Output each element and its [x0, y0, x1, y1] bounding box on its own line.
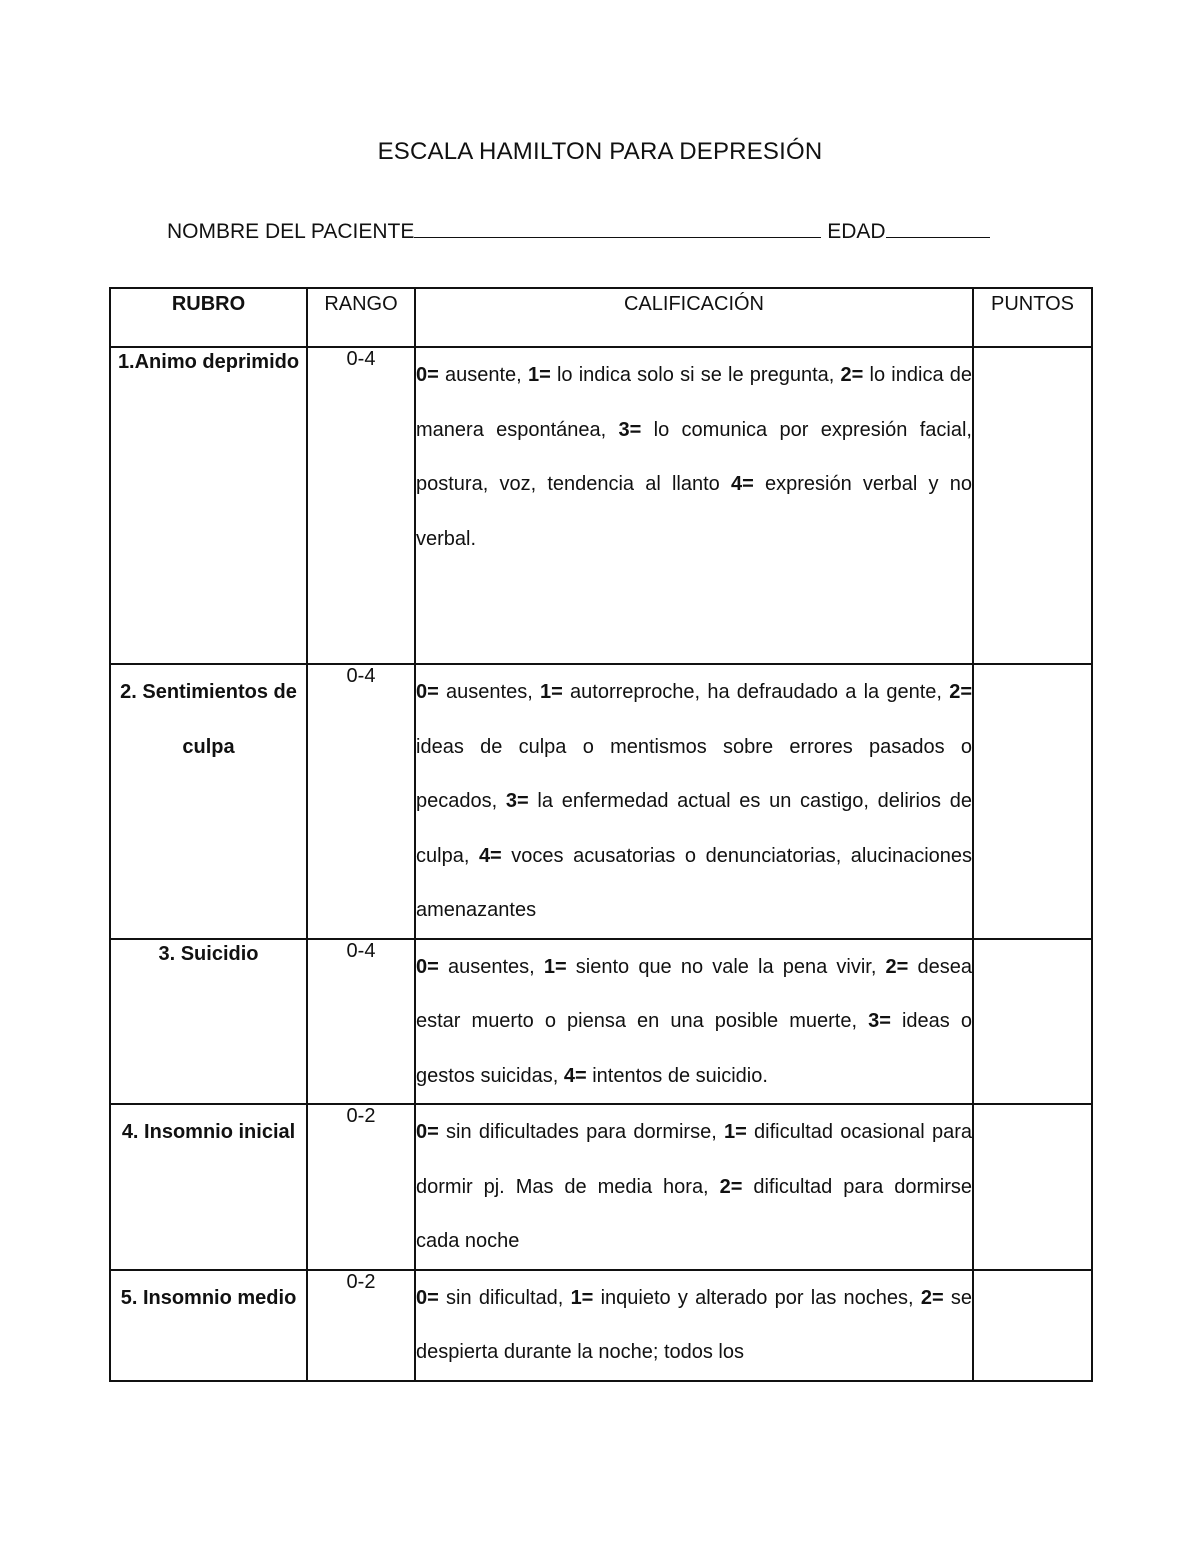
score-description: autorreproche, ha defraudado a la gente, [562, 681, 950, 703]
score-key: 2= [840, 364, 864, 386]
score-key: 2= [949, 681, 973, 703]
header-calificacion: CALIFICACIÓN [415, 288, 973, 347]
score-description: intentos de suicidio. [586, 1064, 768, 1087]
score-description: lo indica de manera espontánea, [416, 364, 973, 441]
table-row [110, 664, 1092, 939]
score-key: 1= [543, 955, 567, 978]
score-key: 0= [416, 681, 439, 703]
score-description: ideas o gestos suicidas, [416, 1010, 972, 1087]
score-key: 3= [618, 418, 642, 441]
score-key: 1= [527, 364, 551, 386]
calificacion-cell [415, 1270, 973, 1381]
puntos-cell[interactable] [973, 347, 1092, 664]
score-key: 0= [416, 955, 439, 978]
rango-cell: 0-2 [307, 1104, 415, 1270]
score-key: 1= [724, 1121, 747, 1143]
puntos-cell[interactable] [973, 1104, 1092, 1270]
calificacion-cell [415, 1104, 973, 1270]
table-row [110, 1104, 1092, 1270]
rango-cell: 0-4 [307, 347, 415, 664]
rubro-cell: 2. Sentimientos de culpa [110, 664, 307, 939]
rango-cell: 0-4 [307, 664, 415, 939]
table-row [110, 347, 1092, 664]
score-key: 4= [731, 473, 754, 495]
rango-cell: 0-2 [307, 1270, 415, 1381]
score-description: dificultad ocasional para dormir pj. Mas de media hora, [416, 1121, 972, 1198]
age-blank[interactable] [886, 219, 990, 238]
score-description: inquieto y alterado por las noches, [593, 1286, 921, 1309]
score-key: 2= [920, 1286, 944, 1309]
score-description: siento que no vale la pena vivir, [566, 955, 886, 978]
score-key: 3= [868, 1010, 891, 1032]
table-header-row [110, 288, 1092, 347]
calificacion-cell [415, 939, 973, 1105]
score-key: 1= [570, 1286, 594, 1309]
document-title: ESCALA HAMILTON PARA DEPRESIÓN [377, 138, 823, 165]
patient-name-label: NOMBRE DEL PACIENTE [167, 220, 415, 243]
score-key: 3= [505, 790, 529, 812]
score-key: 4= [478, 844, 502, 867]
score-description: ausentes, [438, 955, 544, 978]
score-key: 4= [563, 1064, 587, 1087]
score-description: ideas de culpa o mentismos sobre errores pasados o pecados, [416, 735, 972, 812]
score-description: voces acusatorias o denunciatorias, alucinaciones amenazantes [416, 844, 973, 921]
patient-name-blank[interactable] [414, 219, 821, 238]
score-description: la enfermedad actual es un castigo, delirios de culpa, [416, 790, 972, 867]
score-key: 2= [885, 955, 909, 978]
score-description: dificultad para dormirse cada noche [416, 1175, 972, 1252]
header-rubro: RUBRO [110, 288, 307, 347]
score-description: desea estar muerto o piensa en una posible muerte, [416, 955, 972, 1032]
score-description: ausente, [438, 364, 528, 386]
score-key: 1= [540, 681, 563, 703]
puntos-cell[interactable] [973, 664, 1092, 939]
score-key: 2= [719, 1175, 743, 1198]
score-description: sin dificultad, [438, 1286, 571, 1309]
score-key: 0= [416, 1286, 439, 1309]
rubro-cell: 3. Suicidio [110, 939, 307, 1105]
score-description: sin dificultades para dormirse, [438, 1121, 724, 1143]
score-description: expresión verbal y no verbal. [416, 473, 972, 550]
rubro-cell: 1.Animo deprimido [110, 347, 307, 664]
calificacion-cell [415, 664, 973, 939]
rubro-cell: 5. Insomnio medio [110, 1270, 307, 1381]
rango-cell: 0-4 [307, 939, 415, 1105]
rubro-cell: 4. Insomnio inicial [110, 1104, 307, 1270]
header-puntos: PUNTOS [973, 288, 1092, 347]
age-label: EDAD [827, 220, 886, 243]
puntos-cell[interactable] [973, 1270, 1092, 1381]
table-row [110, 939, 1092, 1105]
hamilton-scale-table [109, 287, 1093, 1382]
score-description: lo indica solo si se le pregunta, [550, 364, 841, 386]
patient-info-line [167, 219, 990, 244]
score-description: lo comunica por expresión facial, postura, voz, tendencia al llanto [416, 418, 972, 495]
score-key: 0= [416, 364, 439, 386]
table-row [110, 1270, 1092, 1381]
score-description: se despierta durante la noche; todos los [416, 1286, 972, 1363]
puntos-cell[interactable] [973, 939, 1092, 1105]
header-rango: RANGO [307, 288, 415, 347]
calificacion-cell [415, 347, 973, 664]
score-key: 0= [416, 1121, 439, 1143]
score-description: ausentes, [438, 681, 540, 703]
